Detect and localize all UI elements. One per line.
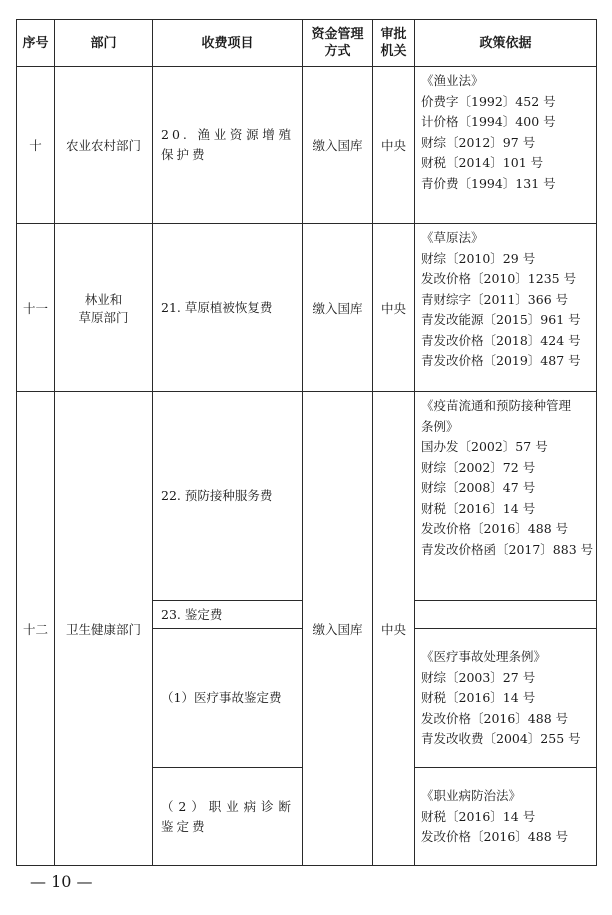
header-row	[17, 20, 597, 67]
basis-line: 发改价格〔2010〕1235 号	[421, 271, 577, 286]
basis-line: 条例》	[421, 418, 459, 434]
approval-cell: 中央	[373, 224, 415, 392]
item-cell: 23. 鉴定费	[153, 601, 303, 629]
basis-cell	[415, 768, 597, 866]
basis-line: 青财综字〔2011〕366 号	[421, 291, 569, 307]
seq-cell: 十二	[17, 392, 55, 866]
item-cell: 22. 预防接种服务费	[153, 392, 303, 601]
seq-cell: 十	[17, 67, 55, 224]
header-dept: 部门	[55, 20, 153, 67]
basis-line: 《职业病防治法》	[421, 788, 522, 803]
dept-cell: 农业农村部门	[55, 67, 153, 224]
fund-cell: 缴入国库	[303, 392, 373, 866]
basis-line: 财综〔2003〕27 号	[421, 669, 536, 685]
basis-line: 青发改价格〔2019〕487 号	[421, 353, 581, 368]
basis-line: 发改价格〔2016〕488 号	[421, 710, 569, 726]
item-cell: （1）医疗事故鉴定费	[153, 629, 303, 768]
item-cell: （2）职业病诊断鉴定费	[153, 768, 303, 866]
basis-line: 财税〔2016〕14 号	[421, 808, 536, 824]
fund-cell: 缴入国库	[303, 67, 373, 224]
basis-cell	[415, 224, 597, 392]
header-item: 收费项目	[153, 20, 303, 67]
dept-line: 草原部门	[78, 309, 129, 325]
header-approval	[373, 20, 415, 67]
header-basis: 政策依据	[415, 20, 597, 67]
basis-line: 《医疗事故处理条例》	[421, 649, 547, 664]
basis-line: 国办发〔2002〕57 号	[421, 439, 548, 454]
header-seq: 序号	[17, 20, 55, 67]
basis-cell	[415, 629, 597, 768]
basis-line: 财综〔2012〕97 号	[421, 134, 536, 150]
basis-line: 《疫苗流通和预防接种管理	[421, 398, 572, 413]
basis-line: 财税〔2016〕14 号	[421, 690, 536, 705]
item-cell: 20. 渔业资源增殖保护费	[153, 67, 303, 224]
basis-line: 《草原法》	[421, 230, 484, 245]
basis-line: 青价费〔1994〕131 号	[421, 175, 556, 191]
basis-line: 青发改价格函〔2017〕883 号	[421, 541, 594, 557]
header-fund-line2: 方式	[324, 44, 351, 59]
basis-line: 青发改收费〔2004〕255 号	[421, 731, 581, 746]
basis-line: 财税〔2016〕14 号	[421, 500, 536, 516]
approval-cell: 中央	[373, 392, 415, 866]
approval-cell: 中央	[373, 67, 415, 224]
basis-cell	[415, 392, 597, 601]
table-row	[17, 224, 597, 392]
basis-line: 青发改价格〔2018〕424 号	[421, 332, 581, 348]
fund-cell: 缴入国库	[303, 224, 373, 392]
dept-cell	[55, 224, 153, 392]
header-approval-line2: 机关	[380, 44, 407, 59]
header-approval-line1: 审批	[380, 27, 407, 42]
basis-line: 《渔业法》	[421, 73, 484, 88]
basis-line: 发改价格〔2016〕488 号	[421, 829, 569, 844]
basis-line: 财综〔2010〕29 号	[421, 250, 536, 266]
item-cell: 21. 草原植被恢复费	[153, 224, 303, 392]
basis-line: 发改价格〔2016〕488 号	[421, 521, 569, 536]
header-fund	[303, 20, 373, 67]
seq-cell: 十一	[17, 224, 55, 392]
basis-line: 财税〔2014〕101 号	[421, 155, 544, 170]
fee-table	[16, 19, 597, 866]
basis-line: 青发改能源〔2015〕961 号	[421, 312, 581, 327]
header-fund-line1: 资金管理	[311, 27, 364, 42]
basis-cell	[415, 601, 597, 629]
page-number: — 10 —	[30, 872, 93, 891]
table-row	[17, 67, 597, 224]
basis-line: 财综〔2002〕72 号	[421, 459, 536, 475]
basis-line: 价费字〔1992〕452 号	[421, 93, 556, 109]
basis-line: 财综〔2008〕47 号	[421, 480, 536, 495]
dept-line: 林业和	[84, 291, 123, 307]
basis-line: 计价格〔1994〕400 号	[421, 114, 556, 129]
basis-cell	[415, 67, 597, 224]
table-row	[17, 392, 597, 601]
dept-cell: 卫生健康部门	[55, 392, 153, 866]
